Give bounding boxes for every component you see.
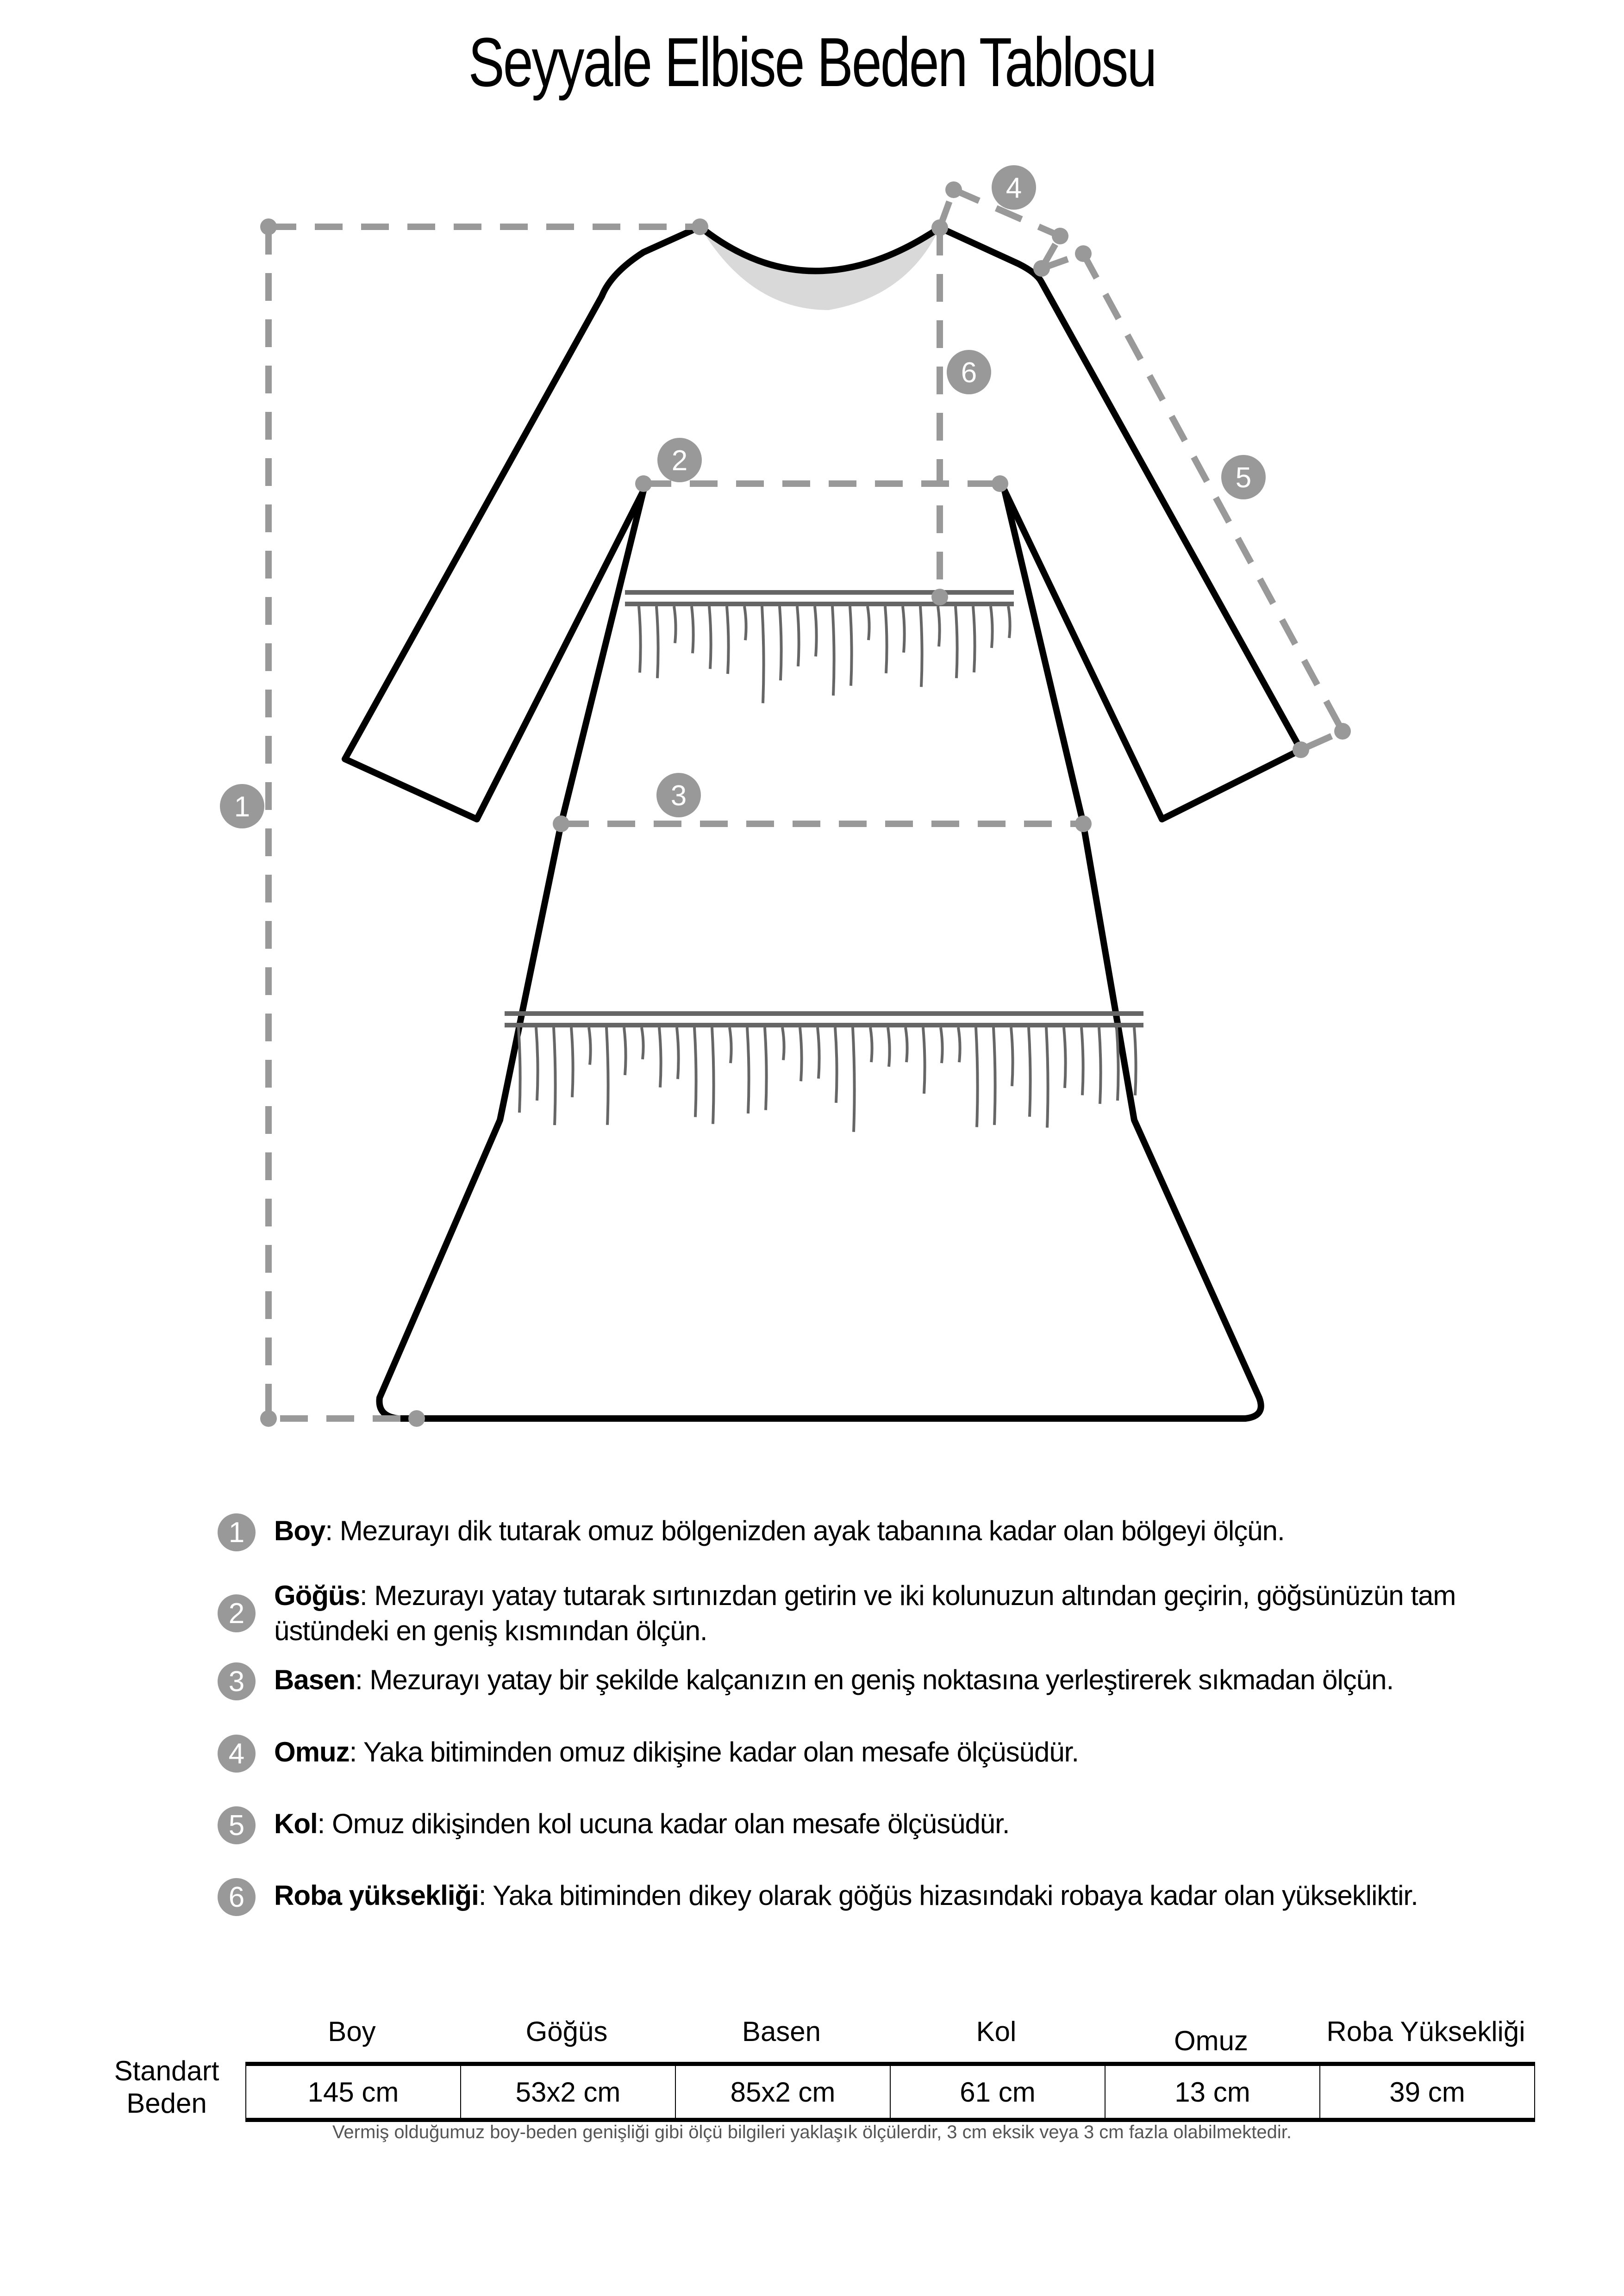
legend-text: : Mezurayı yatay tutarak sırtınızdan getirin ve iki kolunuzun altından geçirin, göğsünüzün tam üstündeki en geniş kısmından ölçün. [274, 1580, 1456, 1646]
table-row [246, 2064, 1535, 2120]
gather-fold [765, 1027, 767, 1110]
gather-fold [536, 1027, 538, 1101]
gather-fold [782, 1027, 784, 1060]
row-label: Standart Beden [114, 2055, 219, 2119]
gather-fold [642, 1027, 643, 1059]
number-badge: 1 [218, 1513, 256, 1551]
gather-fold [677, 1027, 679, 1079]
gather-fold [624, 1027, 626, 1075]
measure-lines [269, 190, 1343, 1419]
svg-text:2: 2 [671, 445, 688, 477]
gather-fold [835, 1027, 837, 1103]
gather-fold [518, 1027, 520, 1113]
marker-3 [656, 773, 701, 817]
gather-fold [956, 606, 957, 678]
column-header: Roba Yüksekliği [1326, 2016, 1525, 2047]
disclaimer-note: Vermiş olduğumuz boy-beden genişliği gibi ölçü bilgileri yaklaşık ölçülerdir, 3 cm eksik veya 3 cm fazla olabilmektedir. [332, 2122, 1292, 2142]
measure-boy [269, 227, 700, 1419]
gather-fold [868, 606, 869, 640]
gather-fold [694, 1027, 696, 1117]
gather-fold [730, 1027, 731, 1063]
gather-fold [818, 1027, 819, 1078]
dress-outline [345, 227, 1301, 1419]
gather-fold [747, 1027, 749, 1114]
legend-term: Boy [274, 1515, 325, 1546]
number-badge: 6 [218, 1878, 256, 1916]
svg-text:3: 3 [670, 780, 687, 812]
gather-seam-lower [505, 1014, 1143, 1025]
number-badge: 2 [218, 1594, 256, 1632]
gather-fold [1029, 1027, 1031, 1117]
number-badge: 3 [218, 1662, 256, 1700]
gather-fold [991, 606, 993, 648]
gather-fold [815, 606, 817, 656]
gather-fold [674, 606, 676, 643]
marker-4 [992, 165, 1036, 210]
legend-item [218, 1578, 1524, 1649]
legend-item [218, 1662, 1524, 1700]
marker-6 [947, 350, 991, 394]
gather-fold [1046, 1027, 1048, 1127]
svg-text:5: 5 [1235, 462, 1252, 494]
gather-fold [1064, 1027, 1066, 1088]
svg-text:4: 4 [1006, 172, 1022, 204]
column-header: Omuz [1174, 2025, 1249, 2056]
gather-fold [589, 1027, 591, 1065]
gather-fold [920, 606, 922, 687]
measure-kol [1083, 254, 1343, 750]
cell-gogus: 53x2 cm [461, 2064, 675, 2120]
legend-text: : Mezurayı dik tutarak omuz bölgenizden ayak tabanına kadar olan bölgeyi ölçün. [325, 1515, 1285, 1546]
legend-item [218, 1878, 1524, 1916]
gather-fold [1134, 1027, 1136, 1095]
marker-2 [657, 438, 702, 482]
gather-fold [993, 1027, 995, 1125]
legend-term: Basen [274, 1664, 356, 1695]
legend-item [218, 1806, 1524, 1844]
marker-1 [220, 784, 264, 828]
gather-fold [659, 1027, 661, 1088]
column-header: Kol [976, 2016, 1017, 2047]
gather-fold [712, 1027, 714, 1124]
gather-fold [692, 606, 693, 653]
gather-fold [938, 606, 940, 647]
column-header: Basen [742, 2016, 821, 2047]
legend-term: Kol [274, 1808, 318, 1839]
column-header: Boy [328, 2016, 376, 2047]
number-badge: 5 [218, 1806, 256, 1844]
gather-fold [923, 1027, 925, 1094]
legend-text: : Yaka bitiminden dikey olarak göğüs hizasındaki robaya kadar olan yüksekliktir. [478, 1880, 1418, 1911]
legend-text: : Omuz dikişinden kol ucuna kadar olan mesafe ölçüsüdür. [317, 1808, 1010, 1839]
gather-fold [903, 606, 905, 653]
size-table [245, 2062, 1535, 2122]
gather-fold [958, 1027, 960, 1062]
gather-fold [1011, 1027, 1013, 1086]
gather-fold [832, 606, 834, 696]
gather-fold [1081, 1027, 1083, 1095]
gather-fold [780, 606, 781, 680]
column-header: Göğüs [525, 2016, 608, 2047]
gather-fold [906, 1027, 907, 1062]
gather-fold [744, 606, 746, 640]
gather-fold [709, 606, 711, 669]
marker-5 [1221, 455, 1266, 499]
gather-fold [762, 606, 764, 703]
gather-fold [656, 606, 658, 678]
cell-roba: 39 cm [1320, 2064, 1535, 2120]
page-title: Seyyale Elbise Beden Tablosu [468, 23, 1156, 101]
cell-omuz: 13 cm [1105, 2064, 1320, 2120]
gather-fold [870, 1027, 872, 1062]
svg-text:1: 1 [234, 791, 250, 823]
legend-item [218, 1513, 1524, 1551]
gather-fold [554, 1027, 556, 1125]
cell-boy: 145 cm [246, 2064, 461, 2120]
gather-fold [976, 1027, 978, 1127]
cell-basen: 85x2 cm [675, 2064, 890, 2120]
legend-text: : Mezurayı yatay bir şekilde kalçanızın en geniş noktasına yerleştirerek sıkmadan ölçün. [355, 1664, 1394, 1695]
gather-fold [639, 606, 641, 672]
gather-fold [850, 606, 852, 686]
number-badge: 4 [218, 1735, 256, 1773]
gather-fold [853, 1027, 855, 1132]
gather-fold [727, 606, 729, 674]
gather-fold [797, 606, 799, 666]
svg-text:6: 6 [961, 357, 977, 389]
gather-fold [606, 1027, 608, 1125]
gather-seam-upper [625, 592, 1014, 604]
gather-fold [941, 1027, 943, 1063]
gather-fold [800, 1027, 802, 1081]
cell-kol: 61 cm [890, 2064, 1105, 2120]
gather-fold [1008, 606, 1010, 638]
legend-term: Roba yüksekliği [274, 1880, 479, 1911]
gather-fold [888, 1027, 890, 1067]
gather-fold [1099, 1027, 1101, 1104]
gather-fold [973, 606, 975, 672]
legend-text: : Yaka bitiminden omuz dikişine kadar olan mesafe ölçüsüdür. [349, 1736, 1079, 1767]
gather-fold [885, 606, 887, 673]
gather-fold [1117, 1027, 1118, 1101]
gather-fold [571, 1027, 573, 1097]
legend-term: Göğüs [274, 1580, 360, 1611]
legend-item [218, 1735, 1524, 1773]
legend-term: Omuz [274, 1736, 350, 1767]
